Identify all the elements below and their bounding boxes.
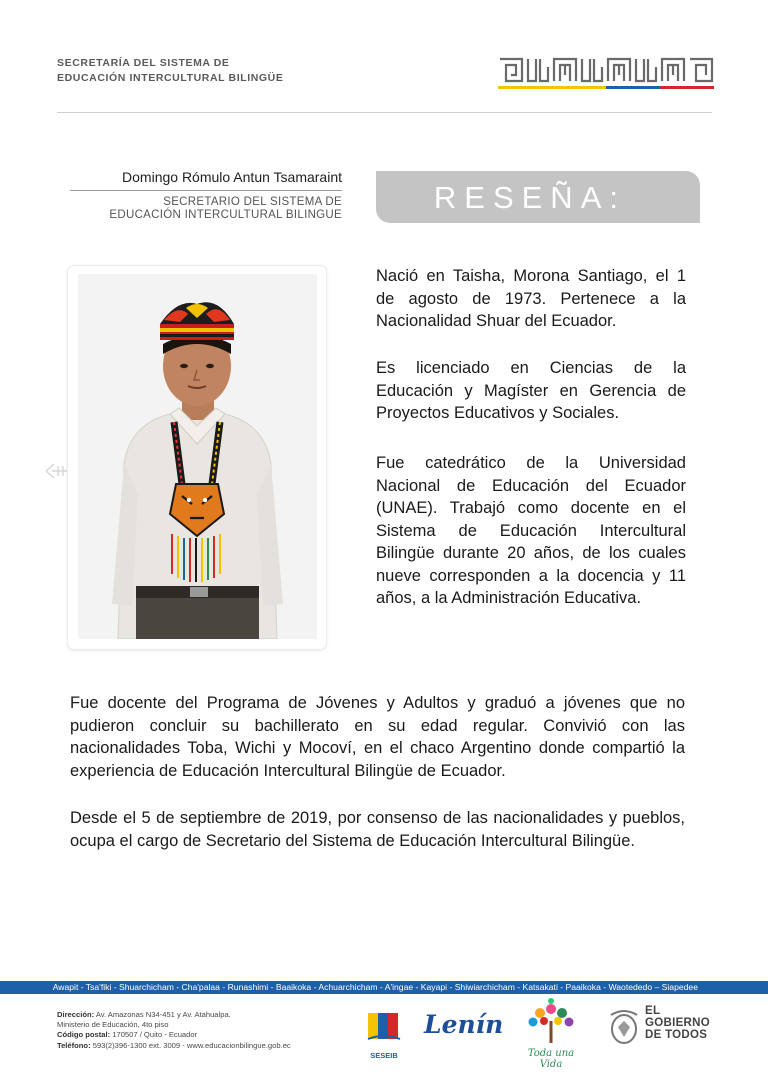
lenin-logo: Lenín bbox=[424, 1010, 504, 1039]
andean-pattern-logo-icon bbox=[498, 55, 714, 93]
toda-una-vida-label: Toda una Vida bbox=[527, 1048, 575, 1070]
gobierno-line-3: DE TODOS bbox=[645, 1029, 708, 1041]
profile-role-line-2: EDUCACIÓN INTERCULTURAL BILINGUE bbox=[109, 209, 342, 221]
section-title: RESEÑA: bbox=[433, 180, 626, 215]
ministry-line: Ministerio de Educación, 4to piso bbox=[57, 1020, 169, 1030]
profile-name-block bbox=[70, 168, 342, 222]
bio-paragraph-career: Fue catedrático de la Universidad Nacional de Educación del Ecuador (UNAE). Trabajó como docente en el Sistema de Educación Intercultural Bilingüe durante 20 años, de los cuales nueve corresponden a la docencia y 11 años, a la Administración Educativa. bbox=[376, 454, 686, 607]
name-divider bbox=[70, 190, 342, 191]
seseib-label: SESEIB bbox=[370, 1051, 398, 1060]
bio-paragraph-education: Es licenciado en Ciencias de la Educación y Magíster en Gerencia de Proyectos Educativos y Sociales. bbox=[376, 359, 686, 422]
bio-paragraph-birth: Nació en Taisha, Morona Santiago, el 1 de agosto de 1973. Pertenece a la Nacionalidad Shuar del Ecuador. bbox=[376, 267, 686, 330]
header-divider bbox=[57, 112, 712, 113]
seseib-book-icon bbox=[362, 1007, 406, 1045]
address-line: Dirección: Av. Amazonas N34-451 y Av. Atahualpa. bbox=[57, 1010, 231, 1019]
bio-paragraph-teaching: Fue docente del Programa de Jóvenes y Adultos y graduó a jóvenes que no pudieron concluir su bachillerato en su edad regular. Convivió con las nacionalidades Toba, Wichi y Mocoví, en el chaco Argentino donde compartió la experiencia de Educación Intercultural Bilingüe de Ecuador. bbox=[70, 694, 685, 780]
profile-role-line-1: SECRETARIO DEL SISTEMA DE bbox=[163, 196, 342, 208]
bio-paragraph-current-role: Desde el 5 de septiembre de 2019, por consenso de las nacionalidades y pueblos, ocupa el cargo de Secretario del Sistema de Educación Intercultural Bilingüe. bbox=[70, 809, 685, 850]
contact-address bbox=[57, 1010, 291, 1051]
nationalities-bar bbox=[0, 981, 768, 994]
phone-web-line[interactable]: Teléfono: 593(2)396-1300 ext. 3009 - www.educacionbilingue.gob.ec bbox=[57, 1040, 291, 1050]
gobierno-text bbox=[645, 1005, 710, 1041]
organization-name bbox=[57, 56, 283, 86]
profile-role bbox=[70, 196, 342, 222]
gobierno-line-2: GOBIERNO bbox=[645, 1017, 711, 1029]
ecuador-coat-of-arms-icon bbox=[605, 1007, 643, 1047]
organization-line-1: SECRETARÍA DEL SISTEMA DE bbox=[57, 57, 230, 69]
portrait-frame bbox=[68, 266, 326, 649]
section-title-banner bbox=[376, 171, 700, 223]
gobierno-line-1: EL bbox=[645, 1005, 661, 1017]
portrait-photo bbox=[78, 274, 317, 639]
gobierno-de-todos-logo bbox=[605, 1005, 720, 1049]
tree-of-life-icon bbox=[516, 997, 586, 1045]
toda-una-vida-logo bbox=[516, 997, 586, 1070]
postal-code-line: Código postal: 170507 / Quito - Ecuador bbox=[57, 1030, 198, 1040]
organization-line-2: EDUCACIÓN INTERCULTURAL BILINGÜE bbox=[57, 72, 284, 84]
profile-name: Domingo Rómulo Antun Tsamaraint bbox=[122, 169, 342, 185]
nationalities-list: Awapit - Tsa'fiki - Shuarchicham - Cha'palaa - Runashimi - Baaikoka - Achuarchicham - A'ingae - Kayapi - Shiwiarchicham - Katsakati - Paaikoka - Waotededo – Siapedee bbox=[52, 982, 698, 992]
decorative-pattern-icon bbox=[44, 460, 70, 482]
seseib-logo bbox=[362, 1007, 406, 1059]
